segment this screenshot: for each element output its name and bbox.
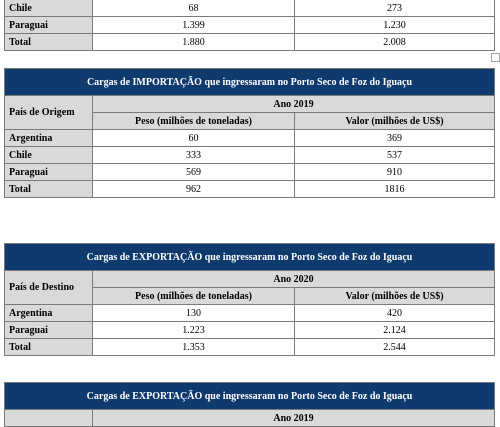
row-label: Paraguai xyxy=(5,164,93,181)
peso-cell: 1.880 xyxy=(93,34,295,51)
peso-cell: 130 xyxy=(93,305,295,322)
row-label: Total xyxy=(5,34,93,51)
valor-cell: 273 xyxy=(295,0,495,17)
row-label: Argentina xyxy=(5,130,93,147)
valor-cell: 1816 xyxy=(295,181,495,198)
row-header xyxy=(5,410,93,427)
export-partial-table xyxy=(4,382,495,427)
table-row xyxy=(5,322,495,339)
row-label: Argentina xyxy=(5,305,93,322)
valor-cell: 910 xyxy=(295,164,495,181)
row-label: Total xyxy=(5,181,93,198)
table-row xyxy=(5,147,495,164)
table-row xyxy=(5,0,495,17)
valor-cell: 420 xyxy=(295,305,495,322)
table-row xyxy=(5,164,495,181)
anchor-marker-icon xyxy=(491,53,500,62)
col-peso-header: Peso (milhões de toneladas) xyxy=(93,113,295,130)
valor-cell: 2.544 xyxy=(295,339,495,356)
row-label: Paraguai xyxy=(5,17,93,34)
col-valor-header: Valor (milhões de US$) xyxy=(295,288,495,305)
row-header: País de Destino xyxy=(5,271,93,305)
peso-cell: 962 xyxy=(93,181,295,198)
col-peso-header: Peso (milhões de toneladas) xyxy=(93,288,295,305)
row-label: Paraguai xyxy=(5,322,93,339)
valor-cell: 2.124 xyxy=(295,322,495,339)
peso-cell: 333 xyxy=(93,147,295,164)
table-row xyxy=(5,339,495,356)
import-2019-table xyxy=(4,68,495,198)
row-label: Total xyxy=(5,339,93,356)
valor-cell: 1.230 xyxy=(295,17,495,34)
row-header: País de Origem xyxy=(5,96,93,130)
valor-cell: 2.008 xyxy=(295,34,495,51)
export-2020-table xyxy=(4,243,495,356)
col-valor-header: Valor (milhões de US$) xyxy=(295,113,495,130)
peso-cell: 1.353 xyxy=(93,339,295,356)
row-label: Chile xyxy=(5,0,93,17)
peso-cell: 1.223 xyxy=(93,322,295,339)
top-partial-table xyxy=(4,0,495,51)
table-title: Cargas de EXPORTAÇÃO que ingressaram no Porto Seco de Foz do Iguaçu xyxy=(5,383,495,410)
valor-cell: 369 xyxy=(295,130,495,147)
peso-cell: 1.399 xyxy=(93,17,295,34)
peso-cell: 569 xyxy=(93,164,295,181)
table-row xyxy=(5,181,495,198)
year-header: Ano 2019 xyxy=(93,410,495,427)
table-row xyxy=(5,305,495,322)
table-row xyxy=(5,130,495,147)
year-header: Ano 2020 xyxy=(93,271,495,288)
table-row xyxy=(5,17,495,34)
peso-cell: 60 xyxy=(93,130,295,147)
table-row xyxy=(5,34,495,51)
valor-cell: 537 xyxy=(295,147,495,164)
peso-cell: 68 xyxy=(93,0,295,17)
table-title: Cargas de IMPORTAÇÃO que ingressaram no Porto Seco de Foz do Iguaçu xyxy=(5,69,495,96)
year-header: Ano 2019 xyxy=(93,96,495,113)
table-title: Cargas de EXPORTAÇÃO que ingressaram no Porto Seco de Foz do Iguaçu xyxy=(5,244,495,271)
row-label: Chile xyxy=(5,147,93,164)
